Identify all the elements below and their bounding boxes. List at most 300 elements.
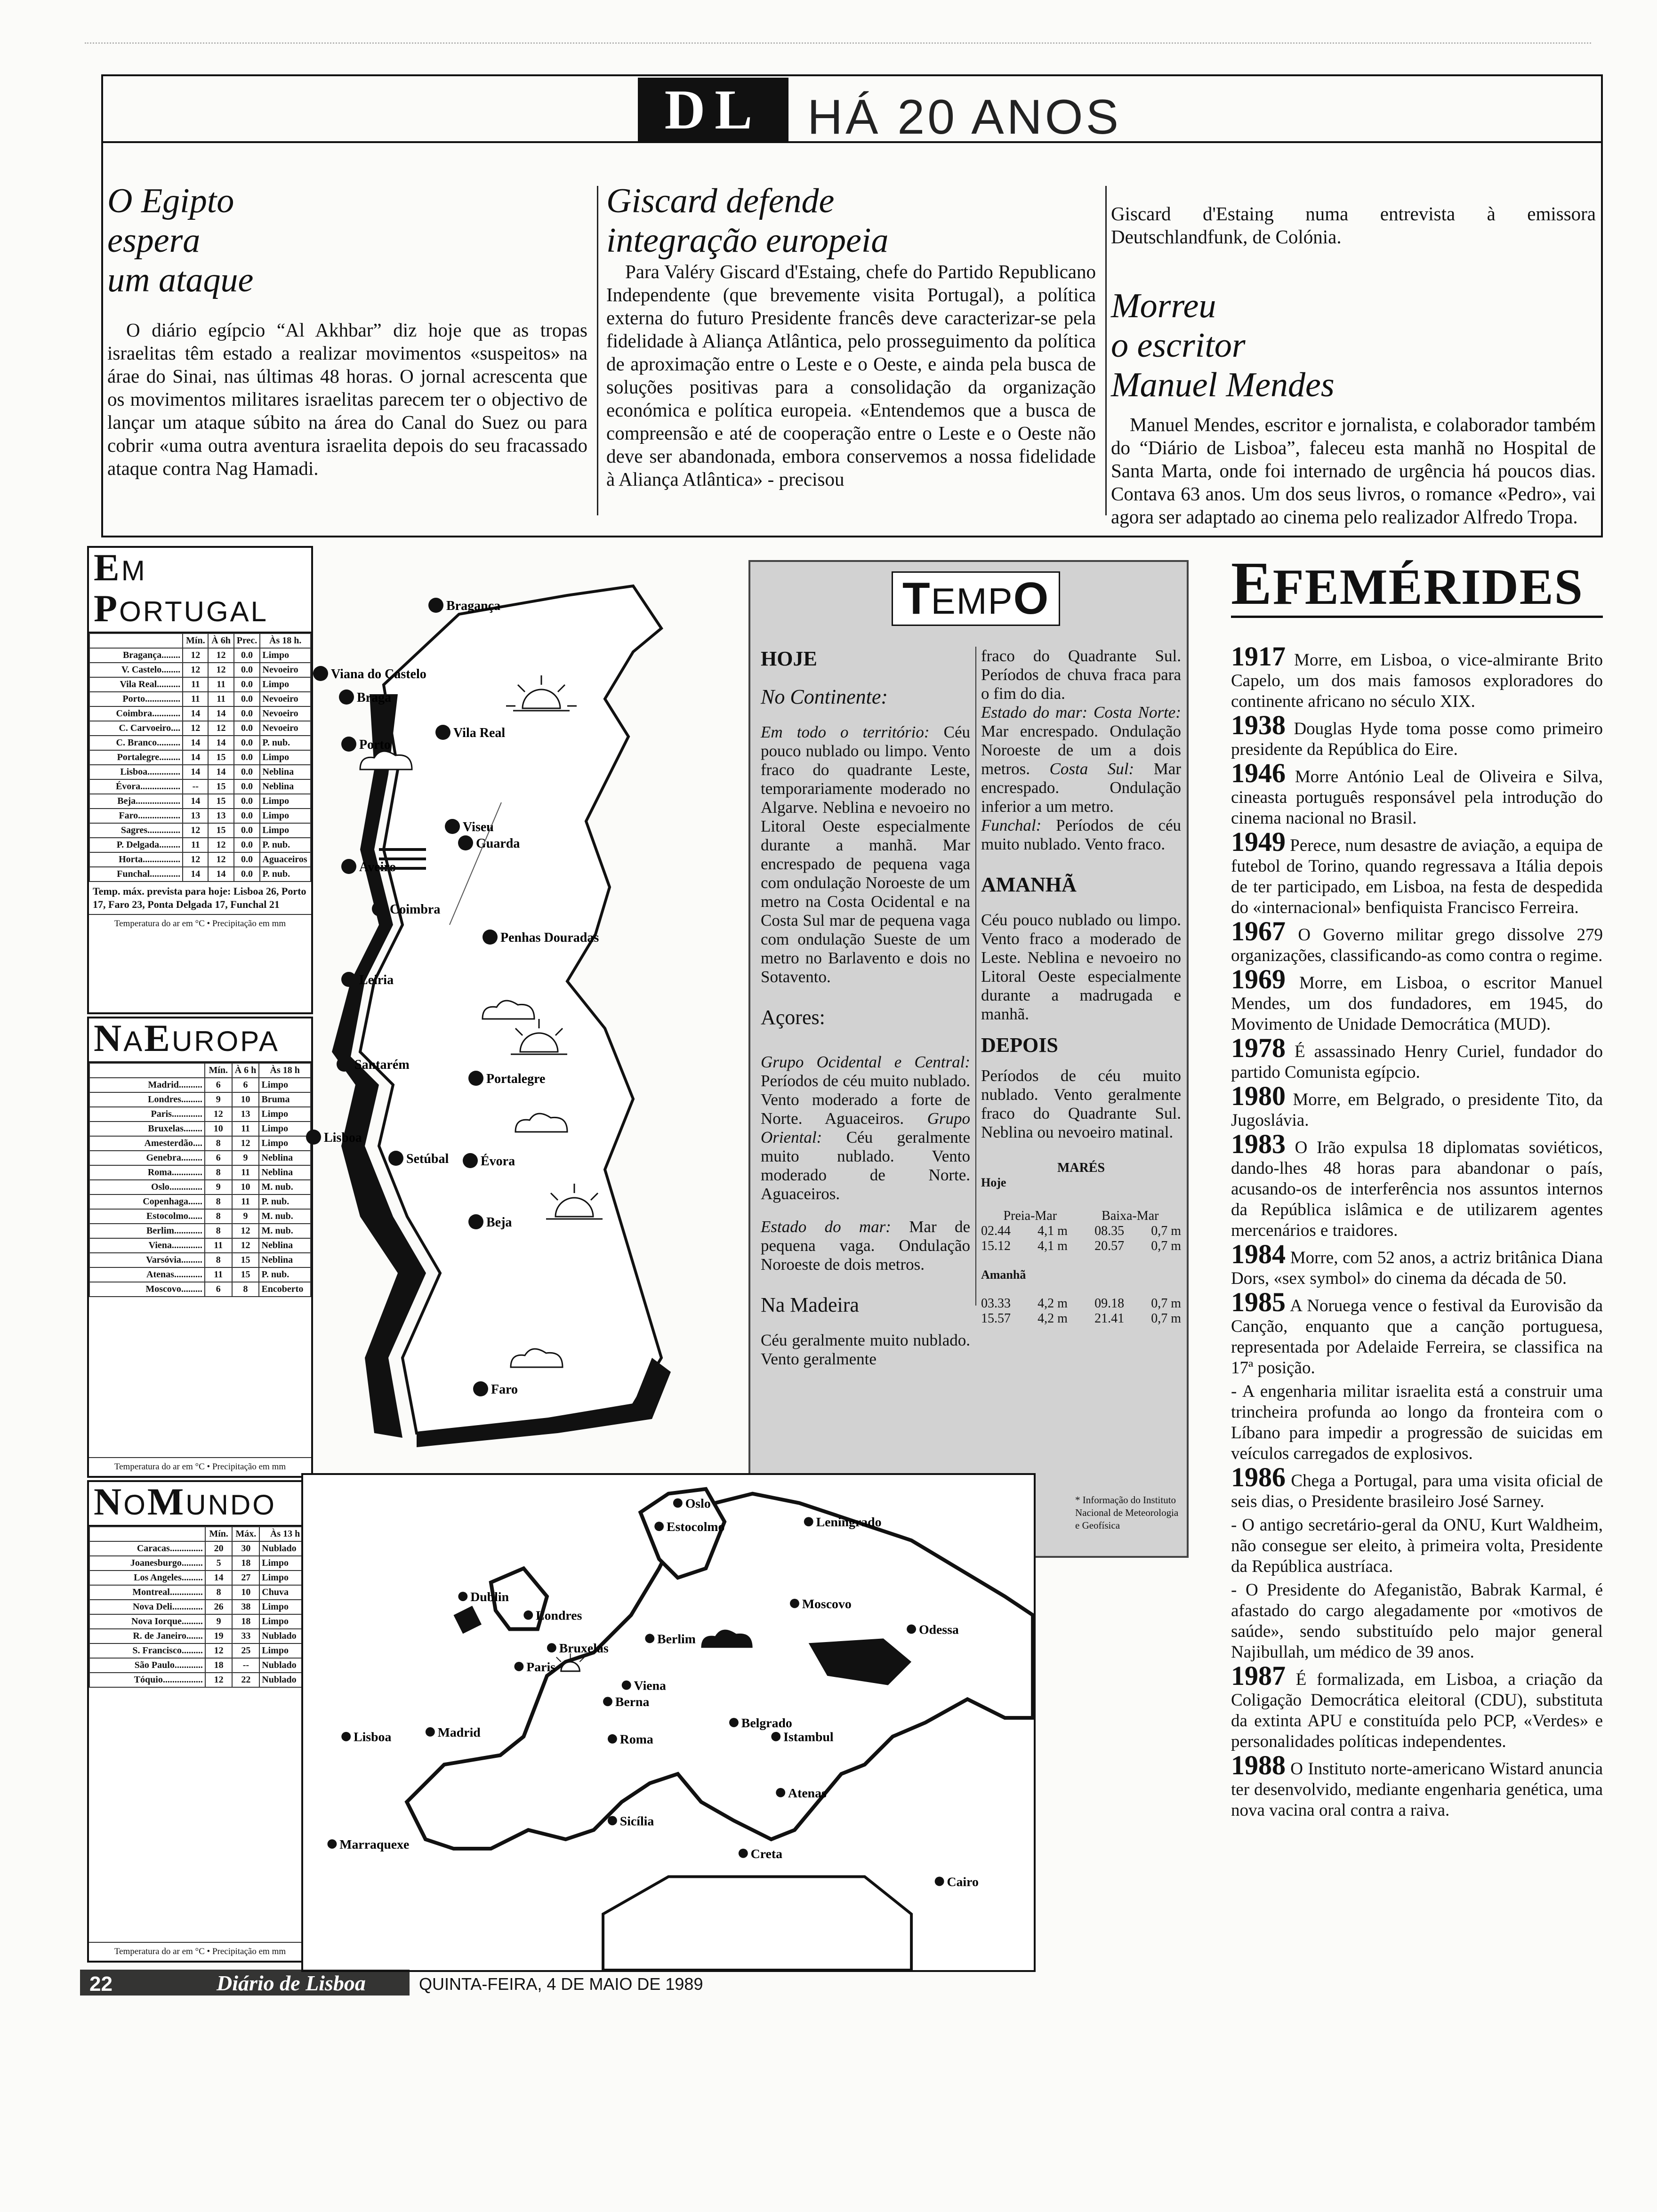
efemeride-year: 1986	[1231, 1462, 1286, 1492]
table-cell: Nevoeiro	[260, 692, 311, 706]
table-cell: Bragança........	[89, 648, 183, 663]
table-row	[89, 1209, 311, 1224]
table-row	[89, 1267, 311, 1282]
city-marker	[739, 1849, 748, 1858]
article-giscard-title	[606, 181, 1096, 260]
table-row	[89, 1614, 311, 1629]
city-marker	[603, 1697, 612, 1706]
table-cell: Limpo	[259, 1600, 311, 1614]
city-label: Santarém	[354, 1058, 410, 1072]
table-cell: 18	[232, 1556, 259, 1571]
table-cell: 14	[208, 736, 233, 750]
title-line: Morreu	[1111, 287, 1216, 325]
city-marker	[468, 1071, 483, 1086]
efemeride-item: 1986 Chega a Portugal, para uma visita oficial de seis dias, o Presidente brasileiro José Sarney.	[1231, 1462, 1603, 1511]
table-cell: 18	[205, 1658, 233, 1673]
title-line: um ataque	[107, 261, 254, 299]
table-row	[89, 794, 311, 809]
city-label: Bruxelas	[559, 1641, 609, 1656]
amanha-text: Céu pouco nublado ou limpo. Vento fraco a moderado de Leste. Neblina e nevoeiro no Litoral Oeste especialmente durante a madrugada e manhã.	[981, 911, 1181, 1023]
city-marker	[790, 1599, 799, 1608]
table-row	[89, 1180, 311, 1194]
city-marker	[313, 666, 328, 681]
table-cell: Coimbra............	[89, 706, 183, 721]
table-cell: 12	[208, 721, 233, 736]
table-cell: 25	[232, 1643, 259, 1658]
table-row	[89, 648, 311, 663]
col-header: À 6 h	[232, 1063, 259, 1078]
table-cell: Lisboa..............	[89, 765, 183, 779]
table-cell: 8	[205, 1224, 232, 1238]
city-label: Viana do Castelo	[331, 667, 426, 681]
efemeride-item: - O Presidente do Afeganistão, Babrak Karmal, é afastado do cargo alegadamente por «motivos de saúde», sendo substituído pelo major general Najibullah, um médico de 39 anos.	[1231, 1580, 1603, 1662]
table-cell: Limpo	[259, 1078, 311, 1092]
table-cell: Limpo	[260, 823, 311, 838]
efemerides-list	[1231, 641, 1603, 1821]
table-cell: 11	[183, 838, 208, 852]
efemeride-item: 1949 Perece, num desastre de aviação, a equipa de futebol de Torino, quando regressava a Itália depois de ter participado, em Lisboa, na festa de despedida do «internacional» benfiquista Francisco Ferreira.	[1231, 826, 1603, 917]
table-row	[89, 1136, 311, 1151]
tempo-title: TEMPO	[892, 571, 1060, 626]
table-row	[89, 1556, 311, 1571]
table-cell: Neblina	[260, 765, 311, 779]
column-rule	[597, 186, 598, 515]
table-cell: P. Delgada.........	[89, 838, 183, 852]
table-cell: Portalegre.........	[89, 750, 183, 765]
table-cell: 14	[183, 867, 208, 882]
city-label: Paris	[526, 1659, 555, 1675]
efemeride-item: - O antigo secretário-geral da ONU, Kurt Waldheim, não consegue ser eleito, à primeira volta, Presidente da República austríaca.	[1231, 1515, 1603, 1576]
title-line: O Egipto	[107, 182, 234, 220]
table-cell: 12	[205, 1107, 232, 1122]
table-row	[89, 1629, 311, 1643]
efemeride-year: 1983	[1231, 1129, 1286, 1159]
ireland	[453, 1606, 482, 1634]
table-cell: 12	[208, 838, 233, 852]
city-label: Beja	[486, 1215, 512, 1230]
table-cell: 0.0	[234, 838, 260, 852]
table-cell: 11	[208, 692, 233, 706]
city-marker	[935, 1877, 944, 1886]
table-row	[89, 852, 311, 867]
table-cell: 0.0	[234, 750, 260, 765]
table-cell: 11	[205, 1238, 232, 1253]
table-cell: 12	[183, 852, 208, 867]
table-cell: 15	[232, 1267, 259, 1282]
depois-heading: DEPOIS	[981, 1034, 1058, 1057]
efemeride-year: 1917	[1231, 641, 1286, 672]
article-egipto	[107, 181, 587, 480]
table-cell: Limpo	[260, 750, 311, 765]
table-cell: M. nub.	[259, 1180, 311, 1194]
table-cell: Joanesburgo.........	[89, 1556, 205, 1571]
city-marker	[523, 1611, 533, 1620]
table-row	[89, 1151, 311, 1165]
table-cell: 12	[183, 648, 208, 663]
table-cell: 12	[208, 852, 233, 867]
title-line: espera	[107, 221, 201, 260]
table-cell: 6	[205, 1078, 232, 1092]
col-header: Às 18 h	[259, 1063, 311, 1078]
table-cell: 11	[183, 677, 208, 692]
madeira-mar: Estado do mar: Costa Norte: Mar encrespado. Ondulação Noroeste de um a dois metros. Costa Sul: Mar encrespado. Ondulação inferior a um metro.	[981, 703, 1181, 816]
city-marker	[428, 598, 443, 613]
europa-footer: Temperatura do ar em °C • Precipitação em mm	[89, 1457, 311, 1476]
table-row	[89, 692, 311, 706]
table-cell: 14	[205, 1571, 233, 1585]
table-cell: 26	[205, 1600, 233, 1614]
city-marker	[445, 819, 460, 834]
table-cell: 0.0	[234, 867, 260, 882]
table-cell: Aguaceiros	[260, 852, 311, 867]
col-header: Às 18 h.	[260, 633, 311, 648]
table-cell: 5	[205, 1556, 233, 1571]
table-cell: 10	[232, 1585, 259, 1600]
table-cell: Nevoeiro	[260, 706, 311, 721]
portugal-weather-map	[304, 558, 751, 1494]
table-row	[89, 1673, 311, 1687]
col-header	[89, 633, 183, 648]
table-cell: 12	[205, 1673, 233, 1687]
table-cell: C. Branco..........	[89, 736, 183, 750]
table-cell: Atenas............	[89, 1267, 205, 1282]
table-cell: 15	[208, 794, 233, 809]
city-label: Guarda	[476, 836, 520, 851]
table-cell: Estocolmo......	[89, 1209, 205, 1224]
portugal-weather-table	[89, 633, 311, 882]
efemeride-item: 1984 Morre, com 52 anos, a actriz britânica Diana Dors, «sex symbol» do cinema da década de 50.	[1231, 1239, 1603, 1288]
city-marker	[458, 835, 473, 850]
city-marker	[372, 901, 387, 916]
tempo-column-1	[761, 647, 970, 1369]
city-label: Setúbal	[406, 1152, 449, 1166]
table-cell: 8	[205, 1253, 232, 1267]
mundo-footer: Temperatura do ar em °C • Precipitação em mm	[89, 1942, 311, 1961]
col-header	[89, 1063, 205, 1078]
mares-heading: MARÉS	[1057, 1161, 1105, 1175]
table-row	[89, 706, 311, 721]
article-mendes-body: Manuel Mendes, escritor e jornalista, e colaborador também do “Diário de Lisboa”, faleceu esta manhã no Hospital de Santa Marta, onde foi internado de urgência há poucos dias. Contava 63 anos. Um dos seus livros, o romance «Pedro», vai agora ser adaptado ao cinema pelo realizador Alfredo Tropa.	[1111, 414, 1596, 528]
article-mendes	[1111, 202, 1596, 529]
efemeride-item: 1938 Douglas Hyde toma posse como primeiro presidente da República do Eire.	[1231, 710, 1603, 759]
table-cell: P. nub.	[259, 1267, 311, 1282]
table-row	[89, 1078, 311, 1092]
table-cell: 12	[205, 1643, 233, 1658]
city-label: Oslo	[685, 1496, 711, 1511]
table-cell: 0.0	[234, 765, 260, 779]
table-cell: Montreal..............	[89, 1585, 205, 1600]
city-marker	[547, 1643, 556, 1652]
city-label: Marraquexe	[339, 1837, 410, 1852]
table-cell: 6	[232, 1078, 259, 1092]
table-row	[89, 1585, 311, 1600]
title-line: Manuel Mendes	[1111, 366, 1335, 404]
na-europa-box	[87, 1017, 313, 1478]
madeira-text: Céu geralmente muito nublado. Vento geralmente	[761, 1331, 970, 1368]
table-cell: Paris.............	[89, 1107, 205, 1122]
city-marker	[622, 1681, 631, 1690]
city-label: Creta	[750, 1846, 782, 1861]
table-cell: 14	[183, 794, 208, 809]
city-marker	[673, 1499, 683, 1508]
city-label: Sicília	[619, 1814, 654, 1829]
table-cell: Oslo..............	[89, 1180, 205, 1194]
table-cell: 15	[208, 779, 233, 794]
city-label: Atenas	[788, 1786, 827, 1801]
efemeride-item: 1980 Morre, em Belgrado, o presidente Tito, da Jugoslávia.	[1231, 1081, 1603, 1130]
efemeride-item: 1967 O Governo militar grego dissolve 279 organizações, classificando-as como contra o regime.	[1231, 916, 1603, 965]
table-cell: 0.0	[234, 852, 260, 867]
top-margin-dots	[85, 42, 1591, 61]
table-cell: Neblina	[259, 1253, 311, 1267]
table-cell: 11	[183, 692, 208, 706]
table-cell: 12	[208, 663, 233, 677]
article-giscard	[606, 181, 1096, 491]
city-label: Moscovo	[802, 1596, 852, 1611]
city-marker	[328, 1839, 337, 1849]
table-cell: Funchal.............	[89, 867, 183, 882]
article-egipto-body: O diário egípcio “Al Akhbar” diz hoje que as tropas israelitas têm estado a realizar movimentos «suspeitos» na árae do Sinai, nas últimas 48 horas. O jornal acrescenta que os movimentos militares israelitas parecem ter o objectivo de lançar um ataque súbito na área do Canal do Suez ou para cobrir «uma outra aventura israelita depois do seu fracassado ataque contra Nag Hamadi.	[107, 319, 587, 479]
city-label: Roma	[619, 1732, 653, 1747]
mares-hoje-rows	[981, 1224, 1181, 1254]
table-cell: Nublado	[259, 1541, 311, 1556]
article-giscard-continuation: Giscard d'Estaing numa entrevista à emissora Deutschlandfunk, de Colónia.	[1111, 203, 1596, 248]
table-cell: 8	[232, 1282, 259, 1297]
city-label: Viena	[634, 1678, 666, 1693]
continente-heading: No Continente:	[761, 685, 888, 708]
city-label: Coimbra	[390, 902, 441, 917]
table-cell: Moscovo.........	[89, 1282, 205, 1297]
table-cell: P. nub.	[259, 1194, 311, 1209]
amanha-heading: AMANHÃ	[981, 873, 1077, 896]
city-label: Aveiro	[359, 860, 396, 874]
city-label: Braga	[357, 690, 392, 705]
funchal-text: Funchal: Períodos de céu muito nublado. Vento fraco.	[981, 816, 1181, 853]
table-cell: Limpo	[259, 1136, 311, 1151]
efemeride-year: 1949	[1231, 826, 1286, 857]
table-cell: 0.0	[234, 823, 260, 838]
efemeride-year: 1938	[1231, 710, 1286, 740]
city-marker	[341, 737, 356, 752]
table-cell: Horta................	[89, 852, 183, 867]
city-marker	[654, 1522, 664, 1531]
section-title: HÁ 20 ANOS	[807, 90, 1121, 144]
table-cell: Limpo	[259, 1107, 311, 1122]
city-marker	[473, 1381, 488, 1396]
acores-estado-mar: Estado do mar: Mar de pequena vaga. Ondulação Noroeste de dois metros.	[761, 1218, 970, 1274]
table-cell: 8	[205, 1165, 232, 1180]
table-row	[89, 1658, 311, 1673]
table-cell: V. Castelo........	[89, 663, 183, 677]
table-cell: 0.0	[234, 794, 260, 809]
table-cell: Limpo	[259, 1556, 311, 1571]
city-label: Penhas Douradas	[500, 930, 599, 945]
table-row	[89, 1107, 311, 1122]
table-cell: 11	[232, 1194, 259, 1209]
europe-outline	[407, 1494, 1033, 1849]
table-row	[89, 736, 311, 750]
table-cell: 0.0	[234, 736, 260, 750]
tempo-info-note: * Informação do Instituto Nacional de Meteorologia e Geofísica	[1075, 1494, 1179, 1531]
table-cell: --	[183, 779, 208, 794]
city-marker	[341, 972, 356, 987]
table-cell: C. Carvoeiro....	[89, 721, 183, 736]
efemeride-year: 1985	[1231, 1287, 1286, 1317]
city-marker	[341, 1732, 351, 1741]
city-label: Estocolmo	[667, 1520, 725, 1535]
table-cell: 0.0	[234, 779, 260, 794]
city-marker	[468, 1214, 483, 1229]
table-row	[89, 838, 311, 852]
mares-amanha-rows	[981, 1296, 1181, 1326]
article-giscard-body: Para Valéry Giscard d'Estaing, chefe do Partido Republicano Independente (que brevemente visita Portugal), a política externa do futuro Presidente francês deve caracterizar-se pela fidelidade à Aliança Atlântica, pelo prosseguimento da política de aproximação entre o Leste e o Oeste, e ainda pela busca de soluções positivas para a consolidação da organização económica e política europeia. «Entendemos que a busca de compreensão e até de cooperação entre o Leste e o Oeste não deve ser abandonada, embora conservemos a nossa fidelidade à Aliança Atlântica» - precisou	[606, 261, 1096, 490]
table-cell: 8	[205, 1136, 232, 1151]
city-marker	[483, 930, 498, 945]
acores-heading: Açores:	[761, 1006, 825, 1029]
madeira-continued: fraco do Quadrante Sul. Períodos de chuva fraca para o fim do dia.	[981, 647, 1181, 703]
table-cell: Londres.........	[89, 1092, 205, 1107]
paper-name: Diário de Lisboa	[217, 1971, 366, 1995]
city-marker	[341, 859, 356, 874]
table-cell: Copenhaga......	[89, 1194, 205, 1209]
table-cell: P. nub.	[260, 736, 311, 750]
table-cell: Limpo	[260, 677, 311, 692]
efemeride-year: 1967	[1231, 916, 1286, 946]
table-cell: 13	[232, 1107, 259, 1122]
table-cell: 9	[232, 1209, 259, 1224]
table-cell: 9	[205, 1614, 233, 1629]
table-cell: 9	[232, 1151, 259, 1165]
efemeride-item: - A engenharia militar israelita está a construir uma trincheira profunda ao longo da fronteira com o Líbano para impedir a progressão de suicidas em veículos carregados de explosivos.	[1231, 1382, 1603, 1463]
table-row	[89, 1238, 311, 1253]
table-cell: Madrid..........	[89, 1078, 205, 1092]
article-egipto-title	[107, 181, 587, 300]
city-marker	[458, 1592, 467, 1601]
city-marker	[608, 1816, 617, 1825]
table-cell: 15	[232, 1253, 259, 1267]
portugal-note: Temp. máx. prevista para hoje: Lisboa 26, Porto 17, Faro 23, Ponta Delgada 17, Funchal 21	[93, 885, 306, 910]
table-row	[89, 1643, 311, 1658]
table-cell: 10	[205, 1122, 232, 1136]
table-row	[89, 1282, 311, 1297]
city-label: Bragança	[446, 599, 501, 613]
table-cell: Tóquio.................	[89, 1673, 205, 1687]
mares-row: 15.57 4,2 m 21.41 0,7 m	[981, 1311, 1181, 1326]
mares-header-row: Preia-Mar Baixa-Mar	[1003, 1209, 1159, 1223]
table-cell: 6	[205, 1282, 232, 1297]
table-cell: Limpo	[259, 1122, 311, 1136]
city-label: Lisboa	[354, 1730, 392, 1745]
table-cell: 0.0	[234, 706, 260, 721]
city-label: Istambul	[783, 1730, 834, 1745]
table-row	[89, 1541, 311, 1556]
table-cell: 10	[232, 1180, 259, 1194]
table-cell: 8	[205, 1209, 232, 1224]
table-cell: 14	[183, 736, 208, 750]
city-label: Porto	[359, 737, 391, 752]
table-cell: 20	[205, 1541, 233, 1556]
table-cell: Limpo	[260, 794, 311, 809]
table-cell: Limpo	[259, 1571, 311, 1585]
page-number: 22	[89, 1972, 113, 1996]
city-marker	[306, 1130, 321, 1145]
title-line: Giscard defende	[606, 182, 835, 220]
city-label: Lisboa	[324, 1130, 362, 1145]
city-marker	[771, 1732, 780, 1741]
table-cell: 14	[183, 706, 208, 721]
portugal-footer: Temperatura do ar em °C • Precipitação em mm	[89, 914, 311, 933]
efemeride-year: 1946	[1231, 758, 1286, 788]
dl-logo: DL	[638, 78, 788, 141]
table-cell: 0.0	[234, 721, 260, 736]
table-cell: Vila Real..........	[89, 677, 183, 692]
table-cell: 0.0	[234, 692, 260, 706]
table-cell: 11	[232, 1165, 259, 1180]
efemeride-item: 1987 É formalizada, em Lisboa, a criação da Coligação Democrática eleitoral (CDU), substituta da extinta APU e constituída pelo PCP, «Verdes» e personalidades políticas independentes.	[1231, 1660, 1603, 1751]
table-cell: Limpo	[259, 1614, 311, 1629]
tempo-forecast-box	[748, 560, 1189, 1558]
table-cell: 27	[232, 1571, 259, 1585]
table-cell: 14	[208, 706, 233, 721]
table-row	[89, 721, 311, 736]
table-cell: 8	[205, 1194, 232, 1209]
table-cell: 13	[183, 809, 208, 823]
north-africa	[603, 1877, 911, 1970]
table-cell: 0.0	[234, 809, 260, 823]
table-cell: P. nub.	[260, 867, 311, 882]
efemeride-year: 1969	[1231, 964, 1286, 994]
table-cell: 9	[205, 1092, 232, 1107]
table-cell: Beja...................	[89, 794, 183, 809]
table-cell: São Paulo............	[89, 1658, 205, 1673]
no-mundo-box	[87, 1480, 313, 1963]
table-cell: S. Francisco.........	[89, 1643, 205, 1658]
table-row	[89, 1253, 311, 1267]
table-cell: 14	[183, 750, 208, 765]
table-row	[89, 750, 311, 765]
table-cell: 14	[208, 765, 233, 779]
table-cell: Porto...............	[89, 692, 183, 706]
title-line: o escritor	[1111, 326, 1246, 365]
table-cell: 8	[205, 1585, 233, 1600]
city-label: Dublin	[470, 1589, 509, 1604]
col-header: Mín.	[183, 633, 208, 648]
col-header: Mín.	[205, 1527, 233, 1541]
mares-row: 03.33 4,2 m 09.18 0,7 m	[981, 1296, 1181, 1311]
table-cell: 18	[232, 1614, 259, 1629]
table-cell: 11	[232, 1122, 259, 1136]
table-cell: Roma.............	[89, 1165, 205, 1180]
table-cell: Genebra.........	[89, 1151, 205, 1165]
city-label: Berlim	[657, 1632, 696, 1647]
acores-text: Grupo Ocidental e Central: Períodos de céu muito nublado. Vento moderado a forte de Norte. Aguaceiros. Grupo Oriental: Céu geralmente muito nublado. Vento moderado de Norte. Aguaceiros.	[761, 1053, 971, 1203]
table-cell: Bruxelas........	[89, 1122, 205, 1136]
table-row	[89, 1092, 311, 1107]
table-cell: 12	[183, 823, 208, 838]
city-label: Viseu	[463, 820, 494, 834]
city-marker	[645, 1634, 654, 1643]
col-header: Máx.	[232, 1527, 259, 1541]
table-cell: Évora.................	[89, 779, 183, 794]
table-cell: Limpo	[260, 648, 311, 663]
tempo-column-2	[981, 647, 1181, 1326]
table-cell: Nevoeiro	[260, 663, 311, 677]
table-row	[89, 867, 311, 882]
table-cell: Nublado	[259, 1658, 311, 1673]
city-marker	[804, 1517, 813, 1526]
city-label: Vila Real	[453, 726, 506, 740]
col-header: Prec.	[234, 633, 260, 648]
